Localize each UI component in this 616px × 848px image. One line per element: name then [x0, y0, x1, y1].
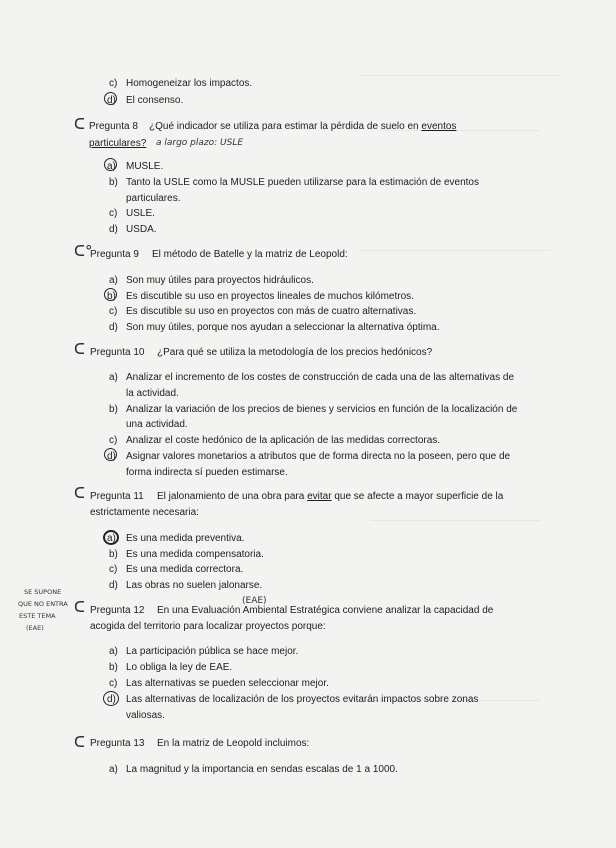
tick-mark: ᑕ — [74, 115, 85, 133]
q13-option-a-letter: a) — [109, 764, 118, 775]
q12-option-d-letter: d) — [107, 694, 116, 705]
q7-option-c-letter: c) — [109, 78, 118, 89]
q12-option-b-letter: b) — [109, 662, 118, 673]
q9-option-d-text: Son muy útiles, porque nos ayudan a seleccionar la alternativa óptima. — [126, 322, 440, 333]
q12-option-c-text: Las alternativas se pueden seleccionar mejor. — [126, 678, 329, 689]
q11-option-a-letter: a) — [107, 533, 116, 544]
q8-option-b-text: Tanto la USLE como la MUSLE pueden utilizarse para la estimación de eventos — [126, 177, 479, 188]
tick-mark: ᑕ — [74, 484, 85, 502]
q11-option-b-letter: b) — [109, 549, 118, 560]
q8-option-b-text-cont: particulares. — [126, 193, 181, 204]
tick-mark: ᑕ — [74, 733, 85, 751]
q8-option-c-letter: c) — [109, 208, 118, 219]
q10-option-b-text-cont: una actividad. — [126, 419, 188, 430]
q11-option-c-letter: c) — [109, 564, 118, 575]
q10-option-c-letter: c) — [109, 435, 118, 446]
q8-option-a-text: MUSLE. — [126, 161, 164, 172]
q10-option-b-letter: b) — [109, 404, 118, 415]
tick-mark: ᑕ — [74, 598, 85, 616]
q11-option-a-text: Es una medida preventiva. — [126, 533, 245, 544]
q11-stem: El jalonamiento de una obra para evitar que se afecte a mayor superficie de la — [157, 491, 504, 502]
q10-option-d-text-cont: forma indirecta sí pueden estimarse. — [126, 467, 288, 478]
q12-stem-cont: acogida del territorio para localizar proyectos porque: — [90, 621, 326, 632]
q8-option-c-text: USLE. — [126, 208, 155, 219]
q13-option-a-text: La magnitud y la importancia en sendas escalas de 1 a 1000. — [126, 764, 398, 775]
q13-label: Pregunta 13 — [90, 738, 145, 749]
q9-option-a-text: Son muy útiles para proyectos hidráulicos. — [126, 275, 314, 286]
q12-option-a-text: La participación pública se hace mejor. — [126, 646, 299, 657]
q7-option-d-letter: d) — [107, 95, 116, 106]
q11-option-d-text: Las obras no suelen jalonarse. — [126, 580, 263, 591]
q10-option-a-letter: a) — [109, 372, 118, 383]
q12-option-d-text: Las alternativas de localización de los proyectos evitarán impactos sobre zonas — [126, 694, 479, 705]
q12-option-d-text-cont: valiosas. — [126, 710, 165, 721]
q9-stem: El método de Batelle y la matriz de Leopold: — [152, 249, 348, 260]
q9-option-a-letter: a) — [109, 275, 118, 286]
q11-stem-cont: estrictamente necesaria: — [90, 507, 199, 518]
q11-option-b-text: Es una medida compensatoria. — [126, 549, 264, 560]
q12-option-c-letter: c) — [109, 678, 118, 689]
q10-label: Pregunta 10 — [90, 347, 145, 358]
bleed-line — [360, 75, 560, 76]
q11-option-c-text: Es una medida correctora. — [126, 564, 244, 575]
q10-option-c-text: Analizar el coste hedónico de la aplicación de las medidas correctoras. — [126, 435, 441, 446]
q8-stem: ¿Qué indicador se utiliza para estimar la pérdida de suelo en eventos — [149, 121, 457, 132]
q8-handwritten-note: a largo plazo: USLE — [156, 138, 244, 148]
q10-option-a-text-cont: la actividad. — [126, 388, 179, 399]
q9-option-b-letter: b) — [107, 291, 116, 302]
q8-stem-cont: particulares? — [89, 138, 147, 149]
q10-stem: ¿Para qué se utiliza la metodología de los precios hedónicos? — [157, 347, 433, 358]
q12-option-a-letter: a) — [109, 646, 118, 657]
q9-option-c-text: Es discutible su uso en proyectos con más de cuatro alternativas. — [126, 306, 417, 317]
q8-option-d-letter: d) — [109, 224, 118, 235]
q12-stem: En una Evaluación Ambiental Estratégica conviene analizar la capacidad de — [157, 605, 494, 616]
q10-option-d-letter: d) — [107, 451, 116, 462]
q11-label: Pregunta 11 — [90, 491, 144, 502]
bleed-line — [370, 520, 540, 521]
q13-stem: En la matriz de Leopold incluimos: — [157, 738, 310, 749]
q7-option-c-text: Homogeneizar los impactos. — [126, 78, 253, 89]
q12-handwritten-eae: (EAE) — [242, 596, 267, 606]
margin-handwritten-note: SE SUPONE QUE NO ENTRA ESTE TEMA (EAE) — [18, 588, 68, 632]
q8-option-d-text: USDA. — [126, 224, 157, 235]
q10-option-a-text: Analizar el incremento de los costes de construcción de cada una de las alternativas de — [126, 372, 515, 383]
q9-option-c-letter: c) — [109, 306, 118, 317]
q9-option-b-text: Es discutible su uso en proyectos lineales de muchos kilómetros. — [126, 291, 414, 302]
q8-option-b-letter: b) — [109, 177, 118, 188]
tick-mark: ᑕ° — [74, 242, 93, 260]
bleed-line — [360, 250, 550, 251]
q10-option-b-text: Analizar la variación de los precios de bienes y servicios en función de la localización de — [126, 404, 518, 415]
q12-label: Pregunta 12 — [90, 605, 145, 616]
q7-option-d-text: El consenso. — [126, 95, 184, 106]
q12-option-b-text: Lo obliga la ley de EAE. — [126, 662, 233, 673]
q9-option-d-letter: d) — [109, 322, 118, 333]
tick-mark: ᑕ — [74, 340, 85, 358]
q10-option-d-text: Asignar valores monetarios a atributos que de forma directa no la poseen, pero que de — [126, 451, 511, 462]
q8-label: Pregunta 8 — [89, 121, 138, 132]
q11-option-d-letter: d) — [109, 580, 118, 591]
q8-option-a-letter: a) — [107, 161, 116, 172]
q9-label: Pregunta 9 — [90, 249, 139, 260]
